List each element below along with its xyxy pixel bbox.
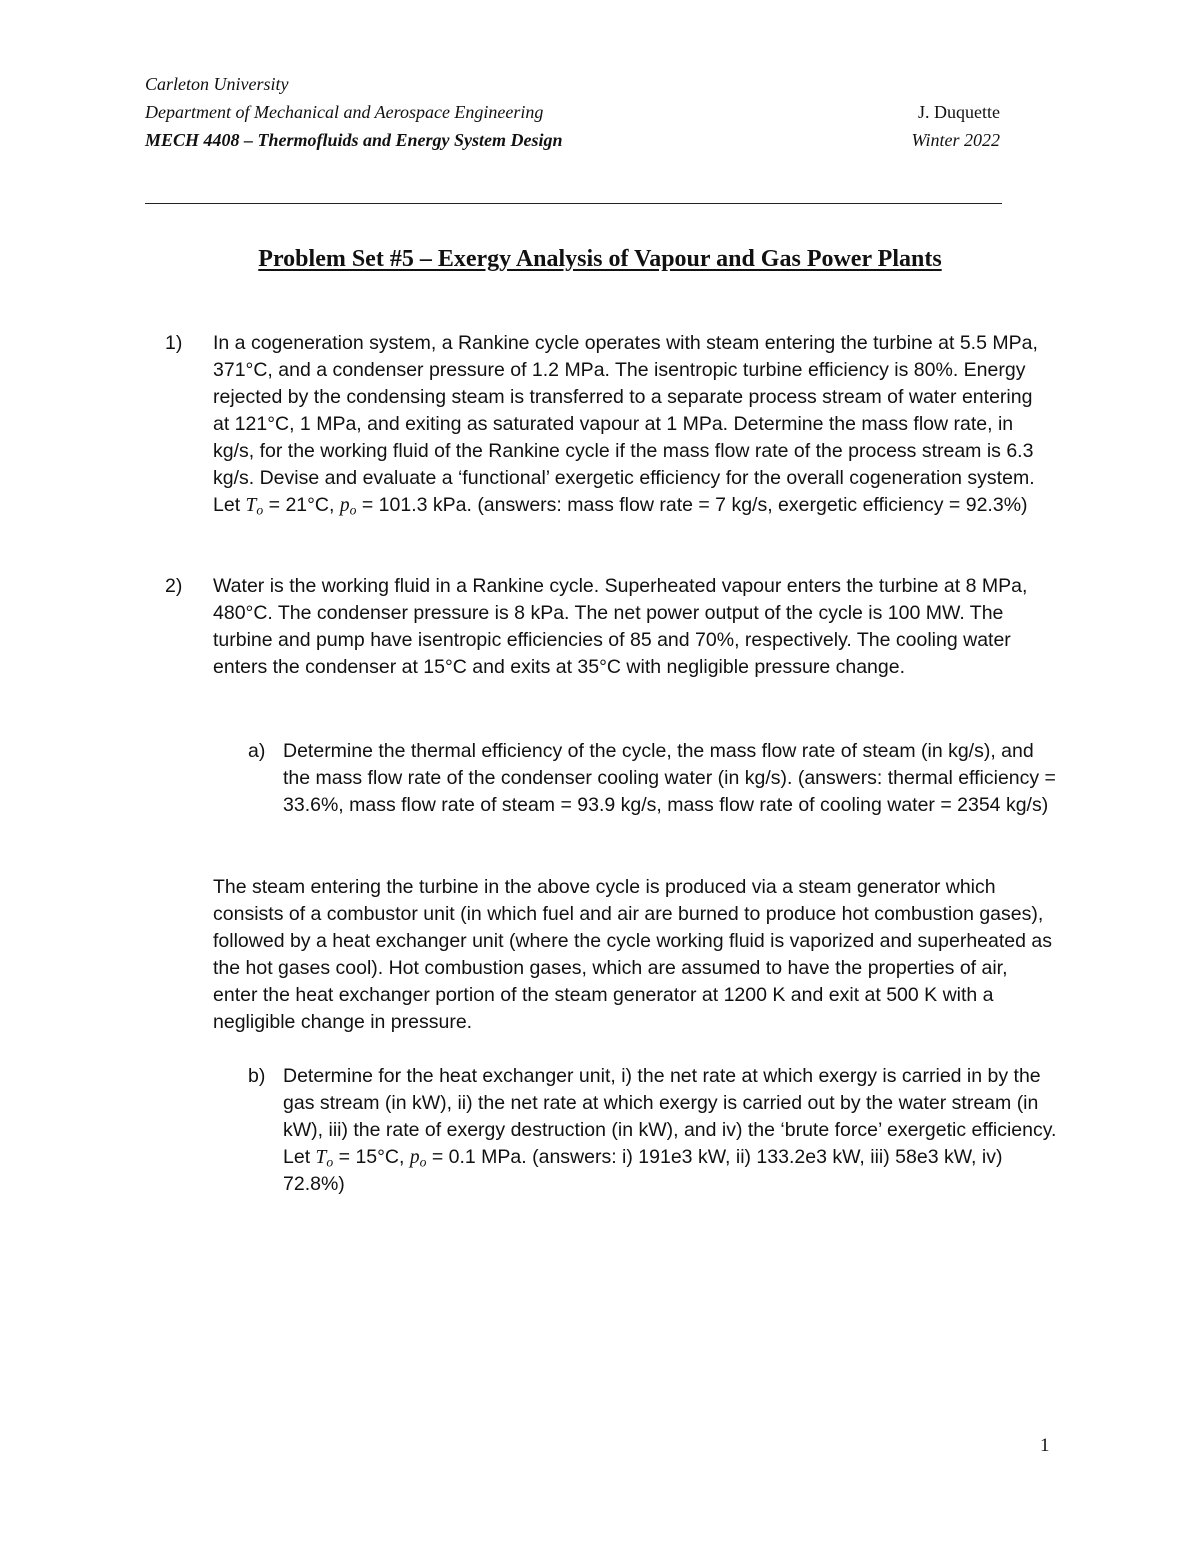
subproblem-text — [283, 1063, 1058, 1198]
symbol-letter: p — [409, 1147, 420, 1168]
problem-2a — [248, 738, 1058, 819]
symbol-subscript: o — [256, 502, 264, 518]
problem-number: 1) — [165, 332, 183, 354]
header-row-2 — [145, 98, 1000, 126]
pressure-symbol — [410, 1147, 427, 1168]
problem-2-paragraph: The steam entering the turbine in the above cycle is produced via a steam generator which consists of a combustor unit (in which fuel and air are burned to produce hot combustion gases), followed by a heat exchanger unit (where the cycle working fluid is vaporized and superheated as the hot gases cool). Hot combustion gases, which are assumed to have the properties of air, enter the heat exchanger portion of the steam generator at 1200 K and exit at 500 K with a negligible change in pressure. — [213, 876, 1052, 1033]
subproblem-text-part: = 15°C, — [333, 1146, 410, 1168]
symbol-subscript: o — [349, 502, 357, 518]
university-name: Carleton University — [145, 74, 289, 94]
subproblem-text-part: = 0.1 MPa. (answers: i) 191e3 kW, ii) 133.2e3 kW, iii) 58e3 kW, iv) 72.8%) — [283, 1146, 1003, 1195]
temperature-symbol — [316, 1147, 334, 1168]
page-number: 1 — [1040, 1435, 1050, 1456]
pressure-symbol — [340, 495, 357, 516]
department-name: Department of Mechanical and Aerospace Engineering — [145, 102, 544, 122]
subproblem-number: b) — [248, 1065, 266, 1087]
header-row-3 — [145, 126, 1000, 154]
course-title: MECH 4408 – Thermofluids and Energy System Design — [145, 130, 563, 150]
problem-2b — [248, 1063, 1058, 1198]
instructor-name: J. Duquette — [918, 102, 1000, 122]
problem-text-part: = 101.3 kPa. (answers: mass flow rate = 7 kg/s, exergetic efficiency = 92.3%) — [356, 494, 1028, 516]
problem-number: 2) — [165, 575, 183, 597]
symbol-letter: T — [315, 1147, 327, 1168]
problem-1 — [165, 330, 1045, 519]
header-divider — [145, 203, 1002, 204]
problem-text-part: In a cogeneration system, a Rankine cycle operates with steam entering the turbine at 5.5 MPa, 371°C, and a condenser pressure of 1.2 MPa. The isentropic turbine efficiency is 80%. Energy rejected by the condensing steam is transferred to a separate process stream of water entering at 121°C, 1 MPa, and exiting as saturated vapour at 1 MPa. Determine the mass flow rate, in kg/s, for the working fluid of the Rankine cycle if the mass flow rate of the process stream is 6.3 kg/s. Devise and evaluate a ‘functional’ exergetic efficiency for the overall cogeneration system. Let — [213, 332, 1038, 516]
problem-2 — [165, 573, 1045, 681]
subproblem-number: a) — [248, 740, 266, 762]
symbol-letter: p — [339, 495, 350, 516]
subproblem-text: Determine the thermal efficiency of the cycle, the mass flow rate of steam (in kg/s), and the mass flow rate of the condenser cooling water (in kg/s). (answers: thermal efficiency = 33.6%, mass flow rate of steam = 93.9 kg/s, mass flow rate of cooling water = 2354 kg/s) — [283, 740, 1056, 816]
symbol-subscript: o — [419, 1154, 427, 1170]
symbol-subscript: o — [326, 1154, 334, 1170]
problem-text: Water is the working fluid in a Rankine cycle. Superheated vapour enters the turbine at 8 MPa, 480°C. The condenser pressure is 8 kPa. The net power output of the cycle is 100 MW. The turbine and pump have isentropic efficiencies of 85 and 70%, respectively. The cooling water enters the condenser at 15°C and exits at 35°C with negligible pressure change. — [213, 575, 1028, 678]
symbol-letter: T — [245, 495, 257, 516]
subproblem-text-part: Determine for the heat exchanger unit, i) the net rate at which exergy is carried in by the gas stream (in kW), ii) the net rate at which exergy is carried out by the water stream (in kW), iii) the rate of exergy destruction (in kW), and iv) the ‘brute force’ exergetic efficiency. Let — [283, 1065, 1057, 1168]
temperature-symbol — [246, 495, 264, 516]
problem-text — [213, 330, 1045, 519]
page-title: Problem Set #5 – Exergy Analysis of Vapour and Gas Power Plants — [258, 246, 942, 272]
problem-text-part: = 21°C, — [263, 494, 340, 516]
header-row-1 — [145, 70, 1000, 98]
term: Winter 2022 — [911, 130, 1000, 150]
document-header — [145, 70, 1000, 154]
